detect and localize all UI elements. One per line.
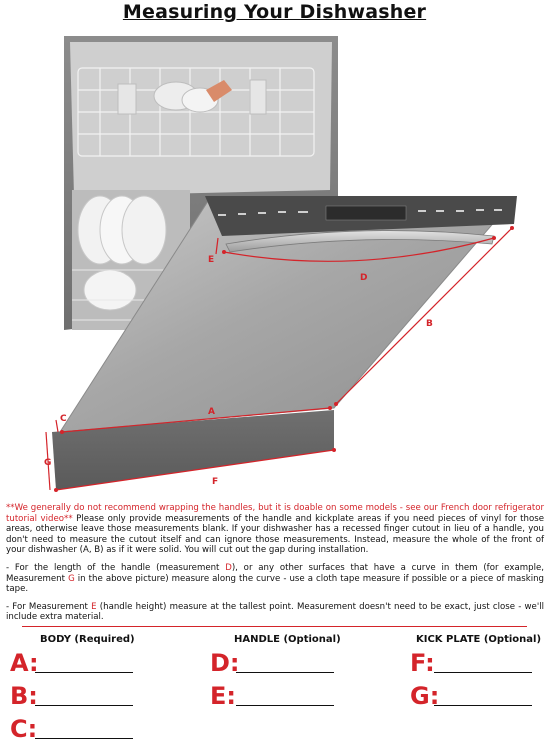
field-label-f: F:	[410, 649, 435, 677]
field-row-e	[210, 679, 390, 712]
field-label-a: A:	[10, 649, 39, 677]
label-f: F	[212, 477, 219, 487]
field-row-d	[210, 646, 390, 679]
field-row-c	[10, 712, 190, 745]
kickplate-column	[410, 634, 549, 712]
label-a: A	[208, 407, 215, 417]
field-blank-b[interactable]	[35, 705, 133, 706]
note-text: in the above picture) measure along the curve - use a cloth tape measure if possible or a piece of masking tape.	[6, 573, 544, 595]
field-label-g: G:	[410, 682, 440, 710]
field-blank-f[interactable]	[434, 672, 532, 673]
field-row-a	[10, 646, 190, 679]
measure-c-line	[56, 420, 58, 432]
field-blank-a[interactable]	[35, 672, 133, 673]
label-d: D	[360, 273, 368, 283]
note-ref-d: D	[225, 562, 232, 573]
note-ref-g: G	[68, 573, 75, 584]
display-panel	[326, 206, 406, 220]
field-blank-g[interactable]	[434, 705, 532, 706]
field-blank-e[interactable]	[236, 705, 334, 706]
note-text: - For Measurement	[6, 601, 92, 612]
field-row-g	[410, 679, 549, 712]
note-paragraph-2	[6, 563, 544, 595]
note-ref-e: E	[91, 601, 97, 612]
dishwasher-illustration	[0, 28, 549, 498]
note-text: (handle height) measure at the tallest point. Measurement doesn't need to be exact, just close - we'll include extra material.	[6, 601, 544, 623]
body-column	[10, 634, 190, 745]
field-label-c: C:	[10, 715, 38, 743]
label-c: C	[60, 414, 67, 424]
field-blank-d[interactable]	[236, 672, 334, 673]
field-row-f	[410, 646, 549, 679]
handle-heading: HANDLE (Optional)	[234, 634, 341, 645]
note-paragraph-3	[6, 602, 544, 623]
body-heading: BODY (Required)	[40, 634, 135, 645]
instructions	[6, 503, 544, 630]
note-text: - For the length of the handle (measurement	[6, 562, 226, 573]
field-label-b: B:	[10, 682, 38, 710]
note-body: Please only provide measurements of the handle and kickplate areas if you need pieces of vinyl for those areas, otherwise leave those measurements blank. If your dishwasher has a recessed finger cutout in lieu of a handle, you don't need to measure the cutout itself and can ignore those measurements. Instead, measure the whole of the front of your dishwasher (A, B) as if it were solid. You will cut out the gap during installation.	[6, 513, 544, 556]
section-divider	[22, 626, 527, 627]
label-e: E	[208, 255, 215, 265]
note-text: ), or any other surfaces that have a curve in them (for example, Measurement	[6, 562, 544, 584]
field-label-e: E:	[210, 682, 236, 710]
field-row-b	[10, 679, 190, 712]
page-title: Measuring Your Dishwasher	[122, 1, 427, 23]
handle-column	[210, 634, 390, 712]
label-g: G	[44, 458, 52, 468]
field-label-d: D:	[210, 649, 240, 677]
label-b: B	[426, 319, 433, 329]
kickplate-heading: KICK PLATE (Optional)	[416, 634, 542, 645]
field-blank-c[interactable]	[35, 738, 133, 739]
note-warning: **We generally do not recommend wrapping the handles, but it is doable on some models - see our French door refrigerator tutorial video**	[6, 503, 544, 524]
note-paragraph-1	[6, 503, 544, 556]
